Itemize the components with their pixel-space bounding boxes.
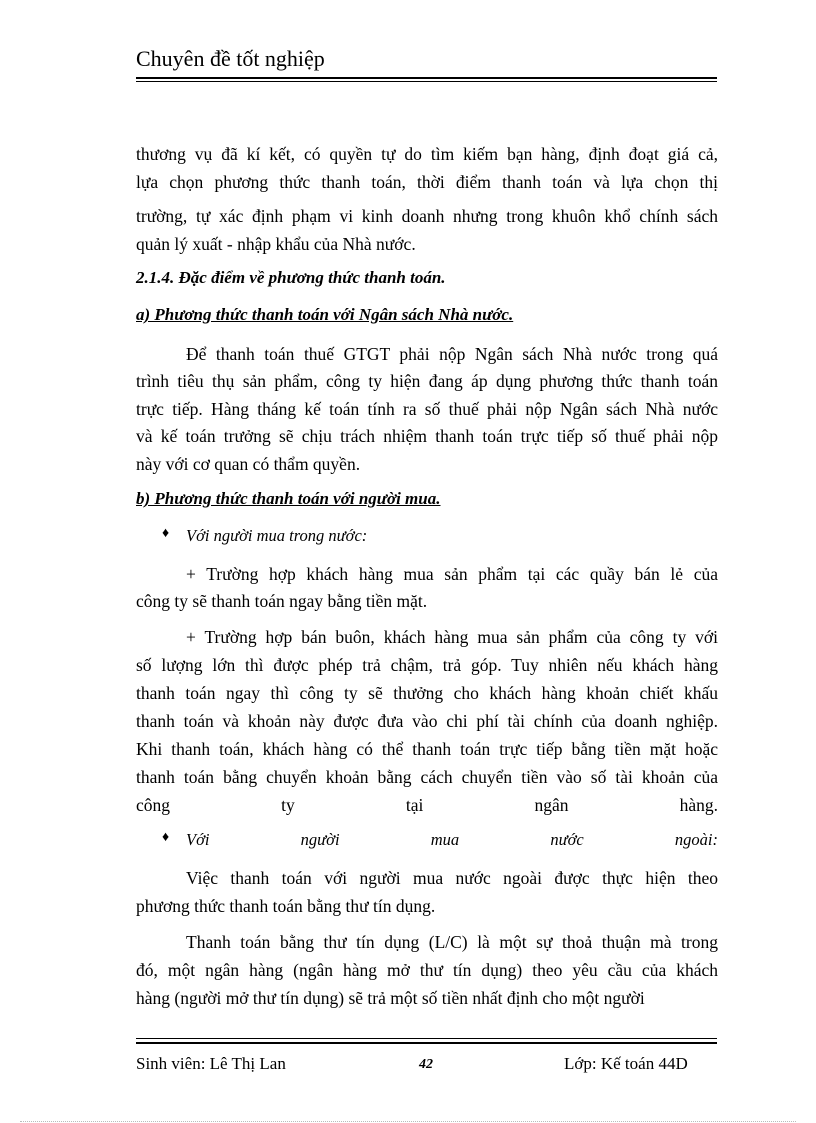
paragraph-line: Khi thanh toán, khách hàng có thể thanh toán trực tiếp bằng tiền mặt hoặc <box>136 739 718 759</box>
paragraph-line: Thanh toán bằng thư tín dụng (L/C) là một sự thoả thuận mà trong <box>186 932 718 952</box>
paragraph-line: thương vụ đã kí kết, có quyền tự do tìm kiếm bạn hàng, định đoạt giá cả, <box>136 144 718 164</box>
paragraph-line: Việc thanh toán với người mua nước ngoài được thực hiện theo <box>186 868 718 888</box>
bullet-foreign-buyer: Với người mua nước ngoài: <box>186 830 718 849</box>
footer-class: Lớp: Kế toán 44D <box>564 1054 688 1073</box>
footer-student-name: Sinh viên: Lê Thị Lan <box>136 1054 286 1073</box>
paragraph-line: quản lý xuất - nhập khẩu của Nhà nước. <box>136 234 416 254</box>
subheading-a: a) Phương thức thanh toán với Ngân sách Nhà nước. <box>136 305 514 324</box>
paragraph-line: số lượng lớn thì được phép trả chậm, trả góp. Tuy nhiên nếu khách hàng <box>136 655 718 675</box>
paragraph-line: và kế toán trưởng sẽ chịu trách nhiệm thanh toán trực tiếp số thuế phải nộp <box>136 426 718 446</box>
paragraph-line: đó, một ngân hàng (ngân hàng mở thư tín dụng) theo yêu cầu của khách <box>136 960 718 980</box>
paragraph-line: công ty sẽ thanh toán ngay bằng tiền mặt. <box>136 591 428 611</box>
paragraph-line: + Trường hợp bán buôn, khách hàng mua sản phẩm của công ty với <box>186 627 718 647</box>
paragraph-line: công ty tại ngân hàng. <box>136 795 718 815</box>
diamond-bullet-icon: ♦ <box>162 526 170 541</box>
subheading-b: b) Phương thức thanh toán với người mua. <box>136 489 441 508</box>
diamond-bullet-icon: ♦ <box>162 830 170 845</box>
header-rule-bottom <box>136 81 717 82</box>
paragraph-line: lựa chọn phương thức thanh toán, thời điểm thanh toán và lựa chọn thị <box>136 172 718 192</box>
header-rule-top <box>136 77 717 79</box>
paragraph-line: + Trường hợp khách hàng mua sản phẩm tại các quầy bán lẻ của <box>186 564 718 584</box>
footer-rule-top <box>136 1038 717 1039</box>
paragraph-line: phương thức thanh toán bằng thư tín dụng. <box>136 896 436 916</box>
page-number: 42 <box>419 1057 433 1072</box>
paragraph-line: trường, tự xác định phạm vi kinh doanh nhưng trong khuôn khổ chính sách <box>136 206 718 226</box>
section-heading: 2.1.4. Đặc điểm về phương thức thanh toán. <box>136 268 446 287</box>
footer-rule-bottom <box>136 1042 717 1044</box>
paragraph-line: trực tiếp. Hàng tháng kế toán tính ra số thuế phải nộp Ngân sách Nhà nước <box>136 399 718 419</box>
paragraph-line: Để thanh toán thuế GTGT phải nộp Ngân sách Nhà nước trong quá <box>186 344 718 364</box>
page-bottom-dotted-line <box>20 1121 796 1122</box>
paragraph-line: trình tiêu thụ sản phẩm, công ty hiện đang áp dụng phương thức thanh toán <box>136 371 718 391</box>
paragraph-line: thanh toán ngay thì công ty sẽ thưởng cho khách hàng khoản chiết khấu <box>136 683 718 703</box>
page-header-title: Chuyên đề tốt nghiệp <box>136 46 325 71</box>
bullet-domestic-buyer: Với người mua trong nước: <box>186 526 368 545</box>
paragraph-line: thanh toán và khoản này được đưa vào chi phí tài chính của doanh nghiệp. <box>136 711 718 731</box>
paragraph-line: hàng (người mở thư tín dụng) sẽ trả một số tiền nhất định cho một người <box>136 988 645 1008</box>
paragraph-line: thanh toán bằng chuyển khoản bằng cách chuyển tiền vào số tài khoản của <box>136 767 718 787</box>
paragraph-line: này với cơ quan có thẩm quyền. <box>136 454 361 474</box>
